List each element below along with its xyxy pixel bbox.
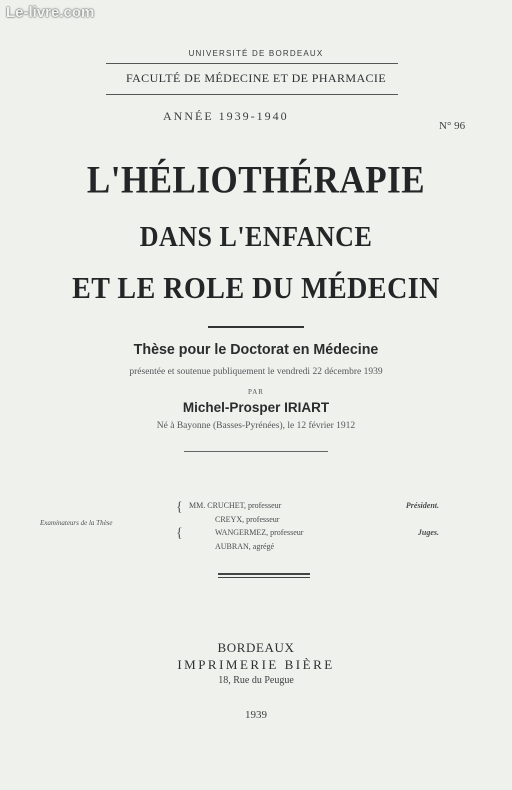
jury-label: Examinateurs de la Thèse (40, 519, 113, 527)
thesis-number: N° 96 (439, 120, 466, 132)
jury-list (189, 499, 439, 553)
jury-divider-thin (218, 577, 310, 578)
author-divider (184, 451, 328, 452)
jury-member-name: MM. CRUCHET, professeur (189, 501, 282, 510)
author-name: Michel-Prosper IRIART (182, 400, 330, 415)
university-name: UNIVERSITÉ DE BORDEAUX (188, 49, 324, 58)
jury-member-name: AUBRAN, agrégé (215, 541, 275, 551)
title-divider (208, 326, 304, 328)
jury-member (189, 499, 439, 513)
imprint-printer: IMPRIMERIE BIÈRE (177, 657, 335, 672)
thesis-type: Thèse pour le Doctorat en Médecine (133, 341, 379, 358)
title-line-1: L'HÉLIOTHÉRAPIE (86, 157, 426, 202)
jury-member-name: CREYX, professeur (215, 514, 280, 524)
jury-member-name: WANGERMEZ, professeur (215, 528, 304, 537)
jury-divider-thick (218, 573, 310, 575)
watermark: Le-livre.com (6, 4, 95, 21)
title-line-2: DANS L'ENFANCE (139, 220, 373, 253)
imprint-city: BORDEAUX (217, 640, 295, 655)
jury-member (189, 540, 439, 554)
title-line-3: ET LE ROLE DU MÉDECIN (72, 271, 440, 306)
faculty-name: FACULTÉ DE MÉDECINE ET DE PHARMACIE (125, 71, 387, 85)
imprint-year: 1939 (245, 709, 267, 721)
jury-member-role: Juges. (417, 528, 439, 537)
imprint-address: 18, Rue du Peugue (218, 675, 294, 686)
author-birth: Né à Bayonne (Basses-Pyrénées), le 12 février 1912 (156, 421, 356, 431)
presentation-date: présentée et soutenue publiquement le vendredi 22 décembre 1939 (129, 367, 383, 377)
jury-brace-left: { (176, 500, 183, 515)
jury-member-role: Président. (405, 501, 439, 510)
academic-year: ANNÉE 1939-1940 (163, 109, 289, 123)
par-label: PAR (248, 388, 264, 396)
header-rule-top (106, 63, 398, 64)
jury-brace-left-lower: { (176, 526, 183, 541)
header-rule-bottom (106, 94, 398, 95)
jury-member (189, 526, 439, 540)
jury-member (189, 513, 439, 527)
